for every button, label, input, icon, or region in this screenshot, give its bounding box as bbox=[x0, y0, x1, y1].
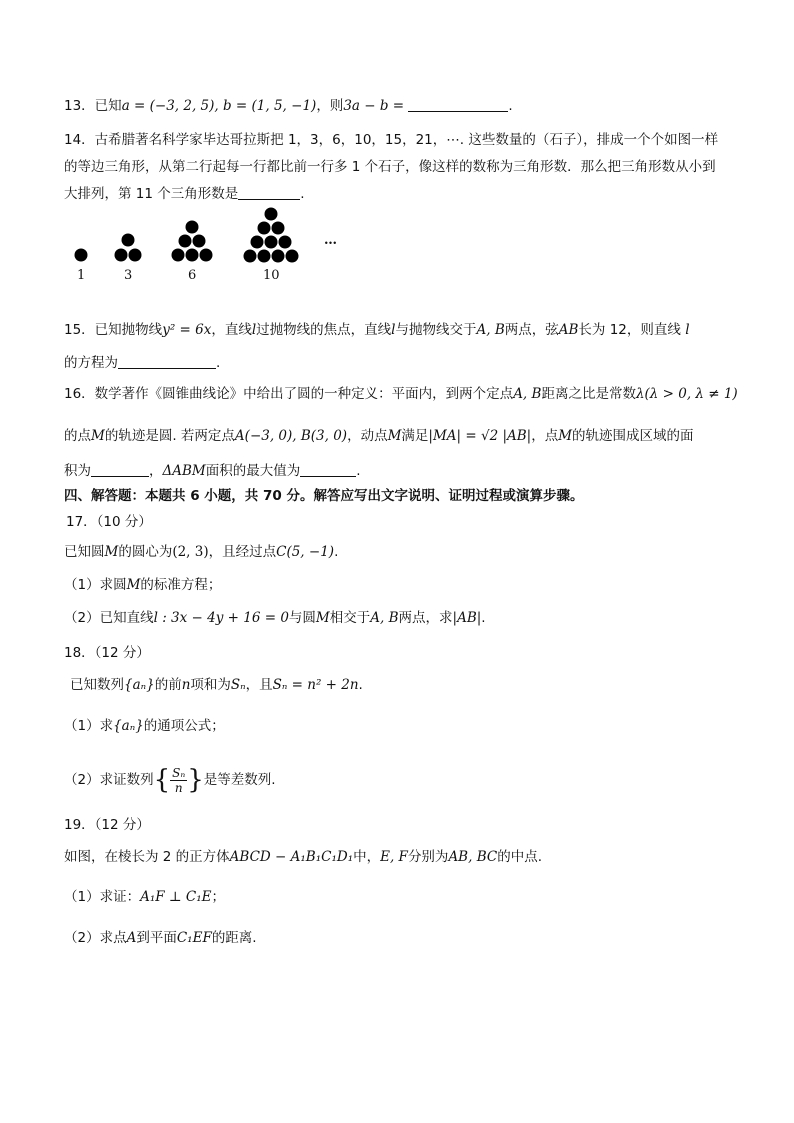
right-brace: } bbox=[187, 765, 204, 795]
q18-stem bbox=[70, 675, 740, 695]
question-14-line2: 的等边三角形，从第二行起每一行都比前一行多 1 个石子，像这样的数称为三角形数．那么把三角形数从小到 bbox=[64, 159, 716, 175]
fraction-denominator: n bbox=[174, 780, 183, 795]
dot bbox=[186, 249, 199, 262]
dot bbox=[265, 208, 278, 221]
dot bbox=[179, 235, 192, 248]
q16-points: A, B bbox=[513, 386, 542, 402]
figure-label-3: 3 bbox=[124, 268, 133, 283]
q18-formula: Sₙ = n² + 2n bbox=[272, 677, 359, 693]
q18-text: （2）求证数列 bbox=[64, 772, 154, 788]
question-16-line1 bbox=[64, 384, 738, 404]
dot bbox=[122, 234, 135, 247]
q16-lambda: λ(λ > 0, λ ≠ 1) bbox=[635, 386, 738, 402]
q17-text: 两点，求 bbox=[398, 610, 453, 626]
q16-m: M bbox=[91, 428, 105, 444]
q15-text: 15．已知抛物线 bbox=[64, 322, 163, 338]
q15-text: 与抛物线交于 bbox=[395, 322, 477, 338]
fraction-numerator: Sₙ bbox=[172, 765, 186, 780]
q19-text: 分别为 bbox=[407, 849, 449, 865]
q19-text: 的中点. bbox=[497, 849, 542, 865]
q17-text: . bbox=[334, 544, 339, 560]
q17-points: A, B bbox=[370, 610, 399, 626]
q14-line3-text: 大排列，第 11 个三角形数是 bbox=[64, 186, 239, 202]
q16-text: 满足 bbox=[401, 428, 429, 444]
q15-points: A, B bbox=[476, 322, 505, 338]
q17-abs: |AB| bbox=[452, 610, 482, 626]
q17-m: M bbox=[126, 577, 141, 593]
question-14-line1: 14．古希腊著名科学家毕达哥拉斯把 1，3，6，10，15，21，⋯. 这些数量的（石子），排成一个个如图一样 bbox=[64, 132, 719, 148]
dot bbox=[272, 250, 285, 263]
q18-text: 是等差数列. bbox=[203, 772, 276, 788]
q19-header: 19．（12 分） bbox=[64, 817, 150, 833]
q17-text: ，且经过点 bbox=[208, 544, 277, 560]
q17-text: . bbox=[481, 610, 486, 626]
q19-text: 的距离. bbox=[211, 930, 257, 946]
dot bbox=[265, 236, 278, 249]
q17-part2 bbox=[64, 608, 734, 628]
q16-triangle: ΔABM bbox=[162, 463, 206, 479]
question-16-line2 bbox=[64, 426, 734, 446]
dot bbox=[75, 249, 88, 262]
dot bbox=[244, 250, 257, 263]
q18-text: 的通项公式； bbox=[143, 718, 225, 734]
q18-s: Sₙ bbox=[230, 677, 246, 693]
dot bbox=[200, 249, 213, 262]
q18-part2 bbox=[64, 762, 734, 798]
q19-stem bbox=[64, 847, 734, 867]
q17-header: 17．（10 分） bbox=[66, 514, 152, 530]
figure-label-1: 1 bbox=[77, 268, 86, 283]
q19-text: 如图，在棱长为 2 的正方体 bbox=[64, 849, 230, 865]
q16-text: 距离之比是常数 bbox=[541, 386, 636, 402]
q16-text: ，点 bbox=[531, 428, 559, 444]
q15-chord: AB bbox=[558, 322, 579, 338]
q19-part2 bbox=[64, 928, 734, 948]
dot bbox=[258, 250, 271, 263]
q19-text: 到平面 bbox=[136, 930, 177, 946]
q16-max-blank bbox=[300, 462, 356, 477]
q17-text: 的圆心为 bbox=[118, 544, 173, 560]
q15-suffix: . bbox=[216, 355, 221, 371]
dot bbox=[272, 222, 285, 235]
q17-text: 相交于 bbox=[329, 610, 371, 626]
question-13 bbox=[64, 96, 734, 116]
q17-m: M bbox=[104, 544, 119, 560]
q19-plane: C₁EF bbox=[176, 930, 212, 946]
q15-text: 两点，弦 bbox=[504, 322, 559, 338]
figure-label-10: 10 bbox=[263, 268, 280, 283]
question-14-line3 bbox=[64, 184, 734, 204]
section-header: 四、解答题：本题共 6 小题，共 70 分。解答应写出文字说明、证明过程或演算步骤。 bbox=[64, 488, 584, 504]
q16-suffix: . bbox=[356, 463, 361, 479]
q13-expression: 3a − b = bbox=[343, 98, 405, 114]
q18-text: ，且 bbox=[245, 677, 273, 693]
q15-text: 的方程为 bbox=[64, 355, 118, 371]
q19-cube: ABCD − A₁B₁C₁D₁ bbox=[229, 849, 354, 865]
q16-text: 的轨迹是圆. 若两定点 bbox=[104, 428, 235, 444]
figure-label-6: 6 bbox=[188, 268, 197, 283]
q13-suffix: . bbox=[508, 98, 513, 114]
q19-perp: A₁F ⊥ C₁E bbox=[140, 889, 212, 905]
q16-text: 的轨迹围成区域的面 bbox=[572, 428, 694, 444]
q17-m: M bbox=[315, 610, 330, 626]
q16-text: 面积的最大值为 bbox=[205, 463, 301, 479]
q16-fixed-points: A(−3, 0), B(3, 0) bbox=[234, 428, 348, 444]
q16-condition: |MA| = √2 |AB| bbox=[428, 428, 532, 444]
q18-seq: {aₙ} bbox=[124, 677, 155, 693]
q17-text: （2）已知直线 bbox=[64, 610, 154, 626]
q19-text: 中， bbox=[353, 849, 381, 865]
question-15-line1 bbox=[64, 320, 734, 340]
q15-text: 过抛物线的焦点，直线 bbox=[256, 322, 392, 338]
q13-mid: ，则 bbox=[316, 98, 344, 114]
dot bbox=[286, 250, 299, 263]
q15-text: 长为 12，则直线 bbox=[578, 322, 681, 338]
dot bbox=[115, 249, 128, 262]
q16-text: ，动点 bbox=[347, 428, 388, 444]
q18-text: 已知数列 bbox=[70, 677, 124, 693]
q19-ef: E, F bbox=[380, 849, 408, 865]
q19-edges: AB, BC bbox=[448, 849, 498, 865]
q18-text: . bbox=[358, 677, 363, 693]
q16-text: 的点 bbox=[64, 428, 91, 444]
q16-text: 16．数学著作《圆锥曲线论》中给出了圆的一种定义：平面内，到两个定点 bbox=[64, 386, 514, 402]
q14-answer-blank bbox=[238, 185, 300, 200]
q14-suffix: . bbox=[300, 186, 305, 202]
q13-answer-blank bbox=[408, 97, 508, 112]
q15-line-l: l bbox=[685, 322, 690, 338]
q15-line-l: l bbox=[391, 322, 396, 338]
q17-line-eq: l : 3x − 4y + 16 = 0 bbox=[153, 610, 289, 626]
q13-prefix: 13．已知 bbox=[64, 98, 122, 114]
dot bbox=[186, 221, 199, 234]
q16-m: M bbox=[387, 428, 402, 444]
q19-part1 bbox=[64, 887, 734, 907]
q18-part1 bbox=[64, 716, 734, 736]
q18-seq: {aₙ} bbox=[113, 718, 144, 734]
q19-text: ； bbox=[211, 889, 225, 905]
q17-text: 的标准方程； bbox=[140, 577, 222, 593]
triangle-numbers-figure bbox=[64, 205, 384, 290]
figure-ellipsis: … bbox=[324, 233, 337, 248]
q13-vectors: a = (−3, 2, 5), b = (1, 5, −1) bbox=[121, 98, 317, 114]
q18-text: 的前 bbox=[154, 677, 182, 693]
q17-stem bbox=[64, 542, 734, 562]
q17-text: 与圆 bbox=[288, 610, 316, 626]
q19-text: （1）求证： bbox=[64, 889, 141, 905]
dot bbox=[279, 236, 292, 249]
dot bbox=[258, 222, 271, 235]
q16-m: M bbox=[558, 428, 573, 444]
q16-area-blank bbox=[91, 462, 149, 477]
q18-text: （1）求 bbox=[64, 718, 114, 734]
q18-fraction bbox=[170, 766, 187, 795]
dot bbox=[193, 235, 206, 248]
q19-point: A bbox=[126, 930, 137, 946]
q19-text: （2）求点 bbox=[64, 930, 127, 946]
question-15-line2 bbox=[64, 353, 734, 373]
q15-answer-blank bbox=[118, 354, 216, 369]
q17-point: C(5, −1) bbox=[276, 544, 335, 560]
q15-parabola: y² = 6x bbox=[162, 322, 212, 338]
q17-text: （1）求圆 bbox=[64, 577, 127, 593]
q15-text: ，直线 bbox=[211, 322, 252, 338]
left-brace: { bbox=[153, 765, 171, 795]
q17-part1 bbox=[64, 575, 734, 595]
q18-n: n bbox=[181, 677, 191, 693]
dot bbox=[251, 236, 264, 249]
q16-text: 积为 bbox=[64, 463, 91, 479]
q15-line-l: l bbox=[251, 322, 257, 338]
q16-text: ， bbox=[149, 463, 163, 479]
question-16-line3 bbox=[64, 461, 734, 481]
q17-text: 已知圆 bbox=[64, 544, 105, 560]
q17-center: (2, 3) bbox=[172, 544, 209, 560]
q18-text: 项和为 bbox=[190, 677, 231, 693]
dot bbox=[172, 249, 185, 262]
dot bbox=[129, 249, 142, 262]
q18-header: 18．（12 分） bbox=[64, 645, 150, 661]
